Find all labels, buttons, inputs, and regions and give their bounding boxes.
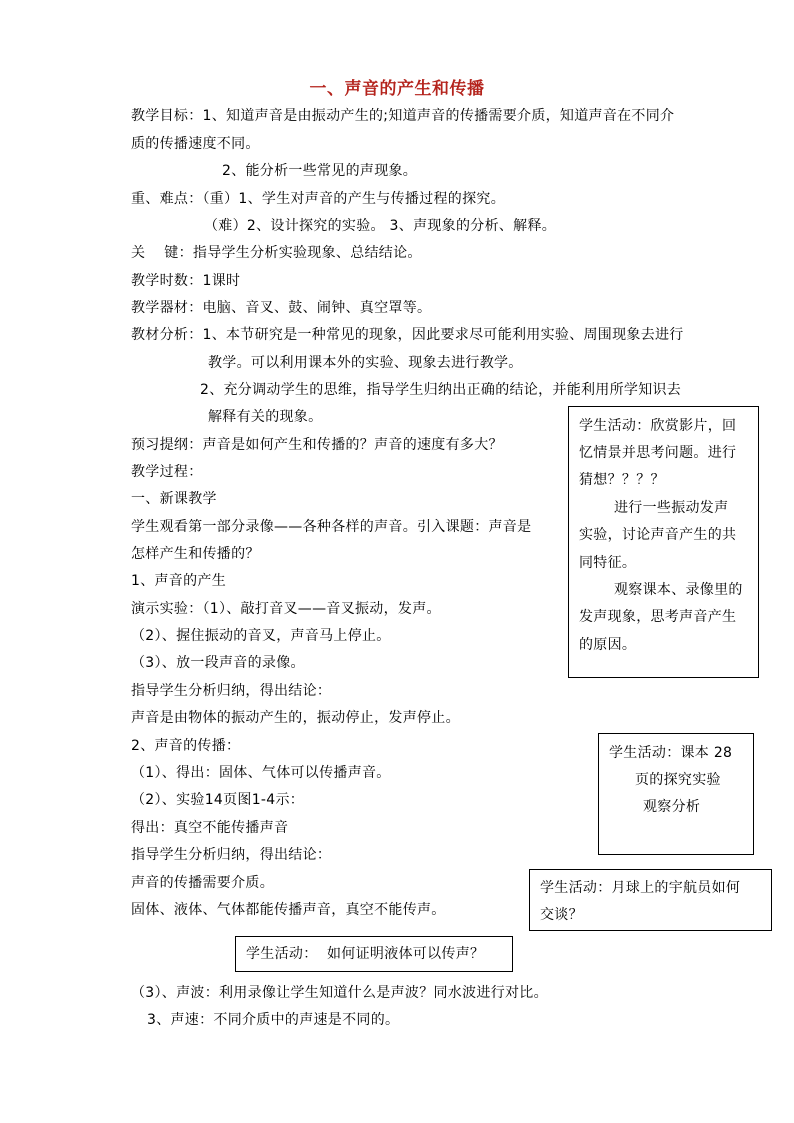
text-line: 质的传播速度不同。 bbox=[131, 136, 260, 152]
student-activity-box bbox=[568, 406, 759, 678]
box-line: 学生活动：课本 28 bbox=[609, 745, 733, 761]
text-line: （3）、放一段声音的录像。 bbox=[131, 655, 305, 671]
text-line: 3、声速：不同介质中的声速是不同的。 bbox=[147, 1012, 400, 1028]
text-line: 2、能分析一些常见的声现象。 bbox=[222, 163, 418, 179]
student-activity-box bbox=[529, 869, 772, 931]
text-line: （2）、握住振动的音叉，声音马上停止。 bbox=[131, 628, 391, 644]
text-line: 得出：真空不能传播声音 bbox=[131, 820, 289, 836]
text-line: （1）、得出：固体、气体可以传播声音。 bbox=[131, 765, 391, 781]
box-line: 学生活动：月球上的宇航员如何 bbox=[540, 880, 741, 896]
box-line: 忆情景并思考问题。进行 bbox=[579, 445, 737, 461]
text-line: 指导学生分析归纳，得出结论： bbox=[131, 683, 332, 699]
text-line: 固体、液体、气体都能传播声音，真空不能传声。 bbox=[131, 902, 446, 918]
text-line: 声音的传播需要介质。 bbox=[131, 875, 274, 891]
box-line: 同特征。 bbox=[579, 555, 637, 571]
text-line: （3）、声波：利用录像让学生知道什么是声波？同水波进行对比。 bbox=[131, 985, 548, 1001]
box-line: 页的探究实验 bbox=[635, 772, 721, 788]
box-line: 的原因。 bbox=[579, 637, 637, 653]
text-line: 教学。可以利用课本外的实验、现象去进行教学。 bbox=[208, 355, 523, 371]
text-line: 指导学生分析归纳，得出结论： bbox=[131, 847, 332, 863]
text-line: 2、声音的传播： bbox=[131, 738, 241, 754]
text-line: 教材分析：1、本节研究是一种常见的现象，因此要求尽可能利用实验、周围现象去进行 bbox=[131, 327, 684, 343]
student-activity-box bbox=[235, 936, 513, 972]
text-line: 教学目标：1、知道声音是由振动产生的;知道声音的传播需要介质，知道声音在不同介 bbox=[131, 108, 675, 124]
box-line: 观察分析 bbox=[643, 799, 701, 815]
text-line: 教学过程： bbox=[131, 464, 203, 480]
box-line: 学生活动：欣赏影片，回 bbox=[579, 418, 737, 434]
text-line: 教学时数：1课时 bbox=[131, 273, 241, 289]
text-line: 学生观看第一部分录像——各种各样的声音。引入课题：声音是 bbox=[131, 519, 532, 535]
text-line: 教学器材：电脑、音叉、鼓、闹钟、真空罩等。 bbox=[131, 300, 432, 316]
text-line: 演示实验：（1）、敲打音叉——音叉振动，发声。 bbox=[131, 601, 441, 617]
text-line: 一、新课教学 bbox=[131, 491, 217, 507]
text-line: 1、声音的产生 bbox=[131, 573, 227, 589]
text-line: 怎样产生和传播的？ bbox=[131, 546, 260, 562]
text-line: 关 键：指导学生分析实验现象、总结结论。 bbox=[131, 245, 422, 261]
box-line: 进行一些振动发声 bbox=[614, 500, 729, 516]
box-line: 猜想？？？？ bbox=[579, 472, 665, 488]
box-line: 实验，讨论声音产生的共 bbox=[579, 527, 737, 543]
text-line: 预习提纲：声音是如何产生和传播的？声音的速度有多大？ bbox=[131, 437, 503, 453]
box-line: 交谈？ bbox=[540, 907, 583, 923]
text-line: （2）、实验14页图1-4示： bbox=[131, 792, 305, 808]
box-line: 学生活动： 如何证明液体可以传声？ bbox=[246, 946, 485, 962]
text-line: 声音是由物体的振动产生的，振动停止，发声停止。 bbox=[131, 710, 460, 726]
text-line: 解释有关的现象。 bbox=[208, 409, 323, 425]
text-line: 2、充分调动学生的思维，指导学生归纳出正确的结论，并能利用所学知识去 bbox=[200, 382, 682, 398]
student-activity-box bbox=[598, 733, 754, 855]
box-line: 发声现象，思考声音产生 bbox=[579, 609, 737, 625]
text-line: 重、难点：（重）1、学生对声音的产生与传播过程的探究。 bbox=[131, 191, 506, 207]
box-line: 观察课本、录像里的 bbox=[614, 582, 743, 598]
text-line: （难）2、设计探究的实验。 3、声现象的分析、解释。 bbox=[204, 218, 557, 234]
page-title: 一、声音的产生和传播 bbox=[309, 79, 485, 99]
